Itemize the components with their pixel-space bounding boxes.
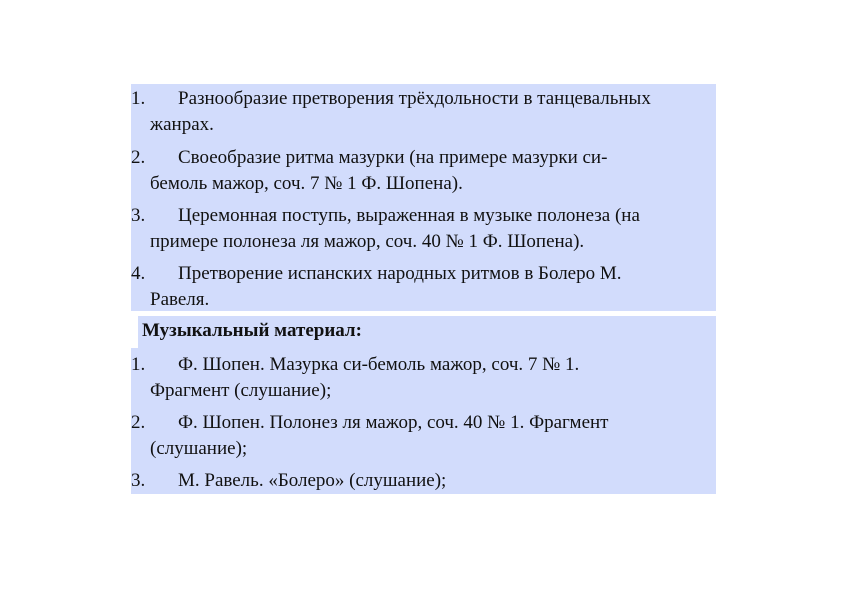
topic-item-3 — [131, 203, 721, 255]
topic-number: 4. — [131, 263, 146, 284]
topic-item-2 — [131, 145, 721, 197]
material-text-line1: М. Равель. «Болеро» (слушание); — [178, 470, 447, 491]
topic-item-1 — [131, 86, 721, 138]
material-number: 1. — [131, 354, 146, 375]
material-item-3 — [131, 468, 721, 494]
topic-text-line1: Претворение испанских народных ритмов в Болеро М. — [178, 263, 622, 284]
topic-text-line2: жанрах. — [150, 114, 214, 135]
material-text-line2: Фрагмент (слушание); — [150, 380, 332, 401]
material-number: 2. — [131, 412, 146, 433]
topic-number: 2. — [131, 147, 146, 168]
material-item-2 — [131, 410, 721, 462]
material-text-line2: (слушание); — [150, 438, 248, 459]
topic-text-line2: бемоль мажор, соч. 7 № 1 Ф. Шопена). — [150, 173, 463, 194]
material-text-line1: Ф. Шопен. Мазурка си-бемоль мажор, соч. 7 № 1. — [178, 354, 580, 375]
topic-number: 3. — [131, 205, 146, 226]
topic-item-4 — [131, 261, 721, 313]
topic-text-line1: Церемонная поступь, выраженная в музыке полонеза (на — [178, 205, 640, 226]
topic-text-line1: Своеобразие ритма мазурки (на примере мазурки си- — [178, 147, 608, 168]
material-number: 3. — [131, 470, 146, 491]
materials-heading: Музыкальный материал: — [142, 320, 362, 341]
topic-text-line2: Равеля. — [150, 289, 210, 310]
topic-text-line1: Разнообразие претворения трёхдольности в танцевальных — [178, 88, 651, 109]
topic-text-line2: примере полонеза ля мажор, соч. 40 № 1 Ф. Шопена). — [150, 231, 585, 252]
material-item-1 — [131, 352, 721, 404]
topic-number: 1. — [131, 88, 146, 109]
material-text-line1: Ф. Шопен. Полонез ля мажор, соч. 40 № 1. Фрагмент — [178, 412, 609, 433]
